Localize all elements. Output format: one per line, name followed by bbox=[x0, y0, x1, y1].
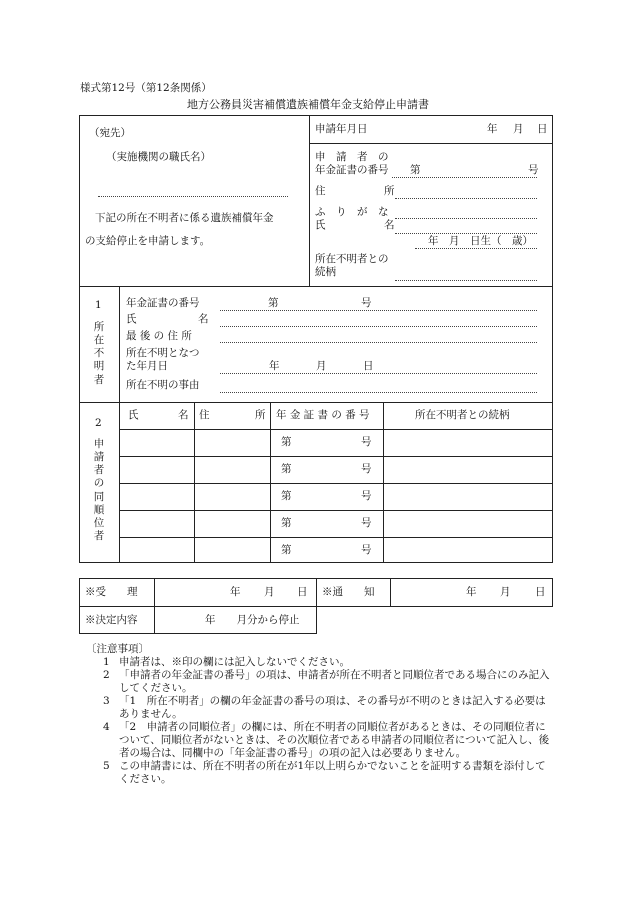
row1-cert-go[interactable]: 号 bbox=[361, 436, 372, 448]
note-item: 2 「申請者の年金証書の番号」の項は、申請者が所在不明者と同順位者である場合にのみ記入してください。 bbox=[103, 669, 550, 694]
missing-name-label: 氏 bbox=[126, 313, 137, 325]
applicant-cert-field[interactable] bbox=[392, 177, 537, 178]
row4-cert-dai[interactable]: 第 bbox=[281, 517, 292, 529]
row3-cert-dai[interactable]: 第 bbox=[281, 490, 292, 502]
notice-month: 月 bbox=[500, 586, 511, 598]
applicant-name-field[interactable] bbox=[395, 233, 537, 234]
note-item: 4 「2 申請者の同順位者」の欄には、所在不明者の同順位者があるときは、その同順位者について、同順位者がないときは、その次順位者である申請者の同順位者について記入し、後者の場合は、同欄中の「年金証書の番号」の項の記入は必要ありません。 bbox=[103, 721, 550, 759]
note-item: 1 申請者は、※印の欄には記入しないでください。 bbox=[103, 656, 350, 668]
row5-cert-dai[interactable]: 第 bbox=[281, 544, 292, 556]
decision-text: 年 月分から停止 bbox=[205, 614, 300, 626]
applicant-address-field[interactable] bbox=[395, 198, 537, 199]
row4-cert-go[interactable]: 号 bbox=[361, 517, 372, 529]
addressee-fill-line[interactable] bbox=[98, 196, 288, 197]
col-header-cert: 年 金 証 書 の 番 号 bbox=[276, 409, 370, 421]
col-header-name: 氏 bbox=[128, 409, 139, 421]
row2-cert-dai[interactable]: 第 bbox=[281, 463, 292, 475]
section1-number: 1 bbox=[95, 299, 102, 311]
notes-heading: 〔注意事項〕 bbox=[86, 643, 149, 655]
applicant-birthdate[interactable]: 年 月 日生（ 歳） bbox=[428, 235, 533, 247]
missing-last-address-label: 最 後 の 住 所 bbox=[126, 330, 192, 342]
section2-heading: 申 請 者 の 同 順 位 者 bbox=[93, 438, 105, 542]
row3-cert-go[interactable]: 号 bbox=[361, 490, 372, 502]
addressee-heading: （宛先） bbox=[89, 127, 131, 139]
notice-day: 日 bbox=[535, 586, 546, 598]
receipt-year: 年 bbox=[230, 586, 241, 598]
form-title: 地方公務員災害補償遺族補償年金支給停止申請書 bbox=[187, 98, 429, 111]
receipt-month: 月 bbox=[264, 586, 275, 598]
missing-reason-label: 所在不明の事由 bbox=[126, 379, 200, 391]
applicant-cert-dai: 第 bbox=[410, 164, 421, 176]
official-title-label: （実施機関の職氏名） bbox=[106, 151, 211, 163]
receipt-label: ※受 理 bbox=[85, 586, 138, 598]
top-divider bbox=[309, 115, 310, 287]
application-date-day[interactable]: 日 bbox=[537, 123, 548, 135]
missing-date-label: 所在不明となつ bbox=[126, 347, 200, 359]
applicant-furigana-field[interactable] bbox=[395, 218, 537, 219]
col-header-address: 住 bbox=[199, 409, 210, 421]
receipt-day: 日 bbox=[297, 586, 308, 598]
applicant-name-label: 氏 bbox=[315, 219, 326, 231]
missing-address-field[interactable] bbox=[220, 342, 537, 343]
row1-cert-dai[interactable]: 第 bbox=[281, 436, 292, 448]
row2-cert-go[interactable]: 号 bbox=[361, 463, 372, 475]
notice-year: 年 bbox=[466, 586, 477, 598]
col-header-relation: 所在不明者との続柄 bbox=[415, 409, 510, 421]
section1-heading: 所 在 不 明 者 bbox=[93, 321, 105, 386]
decision-label: ※決定内容 bbox=[85, 614, 138, 626]
applicant-furigana-label: ふ り が な bbox=[315, 206, 389, 218]
notes-section bbox=[86, 643, 553, 786]
application-date-label: 申請年月日 bbox=[315, 123, 368, 135]
notice-label: ※通 知 bbox=[322, 586, 375, 598]
note-item: 3 「1 所在不明者」の欄の年金証書の番号の項は、その番号が不明のときは記入する必要はありません。 bbox=[103, 695, 546, 720]
missing-date-field[interactable] bbox=[220, 373, 537, 374]
missing-cert-label: 年金証書の番号 bbox=[126, 297, 200, 309]
request-text-line1: 下記の所在不明者に係る遺族補償年金 bbox=[95, 212, 274, 224]
form-number: 様式第12号（第12条関係） bbox=[80, 82, 212, 94]
applicant-address-label: 住 bbox=[315, 185, 326, 197]
missing-reason-field[interactable] bbox=[220, 392, 537, 393]
applicant-relation-label: 所在不明者との bbox=[315, 253, 389, 265]
applicant-cert-go: 号 bbox=[528, 164, 539, 176]
application-date-month[interactable]: 月 bbox=[513, 123, 524, 135]
applicant-cert-label: 申 請 者 の bbox=[315, 151, 389, 163]
application-date-year[interactable]: 年 bbox=[487, 123, 498, 135]
row5-cert-go[interactable]: 号 bbox=[361, 544, 372, 556]
missing-name-field[interactable] bbox=[220, 326, 537, 327]
missing-cert-field[interactable] bbox=[220, 310, 537, 311]
note-item: 5 この申請書には、所在不明者の所在が1年以上明らかでないことを証明する書類を添付してください。 bbox=[103, 760, 546, 785]
applicant-relation-field[interactable] bbox=[395, 280, 537, 281]
section2-number: 2 bbox=[95, 417, 102, 429]
request-text-line2: の支給停止を申請します。 bbox=[85, 235, 211, 247]
applicant-cert-label-2: 年金証書の番号 bbox=[315, 164, 389, 176]
